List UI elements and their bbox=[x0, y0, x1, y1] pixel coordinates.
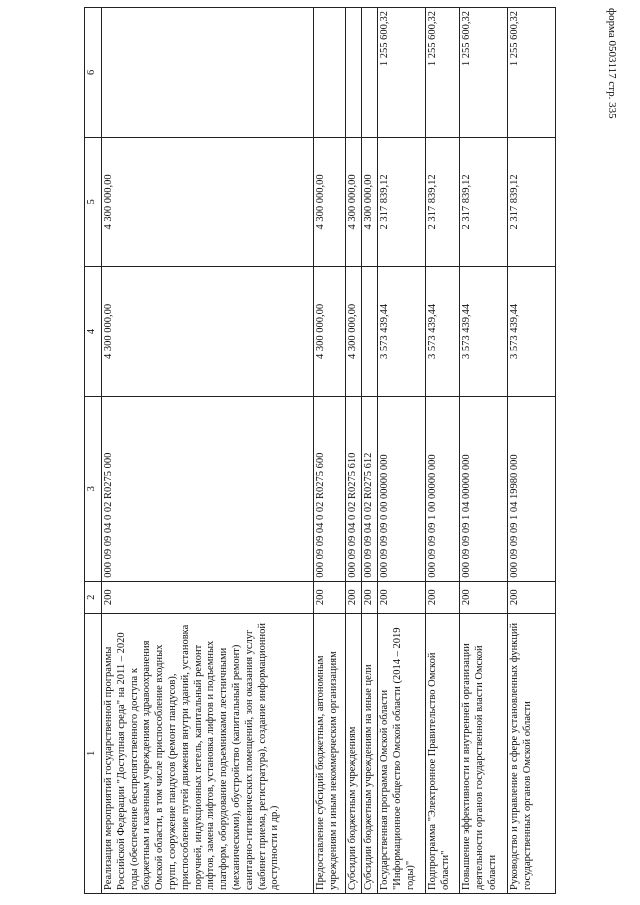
row-col5: 4 300 000,00 bbox=[362, 137, 378, 267]
row-line-code: 200 bbox=[346, 581, 362, 613]
table-row bbox=[102, 8, 314, 894]
table-row bbox=[346, 8, 362, 894]
row-col6 bbox=[362, 8, 378, 138]
column-header-4: 4 bbox=[85, 267, 102, 397]
row-name: Подпрограмма "Электронное Правительство Омской области" bbox=[426, 613, 460, 893]
budget-report-table bbox=[84, 7, 556, 894]
row-col4: 4 300 000,00 bbox=[102, 267, 314, 397]
column-header-3: 3 bbox=[85, 396, 102, 581]
row-budget-code: 000 09 09 09 1 04 00000 000 bbox=[460, 396, 508, 581]
row-budget-code: 000 09 09 04 0 02 R0275 610 bbox=[346, 396, 362, 581]
row-col6 bbox=[346, 8, 362, 138]
row-col4: 3 573 439,44 bbox=[426, 267, 460, 397]
row-name: Реализация мероприятий государственной программы Российской Федерации "Доступная среда" на 2011 – 2020 годы (обеспечение беспрепятственного доступа к бюджетным и казенным учреждениям здравоохранения Омской области, в том числе приспособление входных групп, сооружение пандусов (ремонт пандусов), приспособление путей движения внутри зданий, установка поручней, индукционных петель, капитальный ремонт лифтов, замена лифтов, установка лифтов и подъемных платформ, оборудование подъемниками лестничными (механическими), обустройство (капитальный ремонт) санитарно-гигиенических помещений, зон оказания услуг (кабинет приема, регистратура), создание информационной доступности и др.) bbox=[102, 613, 314, 893]
row-col4 bbox=[362, 267, 378, 397]
table-row bbox=[460, 8, 508, 894]
row-col5: 2 317 839,12 bbox=[508, 137, 556, 267]
row-budget-code: 000 09 09 04 0 02 R0275 600 bbox=[314, 396, 346, 581]
row-col6: 1 255 600,32 bbox=[426, 8, 460, 138]
row-line-code: 200 bbox=[426, 581, 460, 613]
row-col6: 1 255 600,32 bbox=[460, 8, 508, 138]
row-col4: 3 573 439,44 bbox=[508, 267, 556, 397]
column-header-5: 5 bbox=[85, 137, 102, 267]
row-col5: 2 317 839,12 bbox=[460, 137, 508, 267]
row-col5: 4 300 000,00 bbox=[314, 137, 346, 267]
column-header-2: 2 bbox=[85, 581, 102, 613]
row-line-code: 200 bbox=[362, 581, 378, 613]
row-col5: 4 300 000,00 bbox=[346, 137, 362, 267]
row-col4: 3 573 439,44 bbox=[378, 267, 426, 397]
row-name: Предоставление субсидий бюджетным, автономным учреждениям и иным некоммерческим организациям bbox=[314, 613, 346, 893]
row-budget-code: 000 09 09 04 0 02 R0275 612 bbox=[362, 396, 378, 581]
row-name: Государственная программа Омской области "Информационное общество Омской области (2014 – 2019 годы)" bbox=[378, 613, 426, 893]
row-col4: 3 573 439,44 bbox=[460, 267, 508, 397]
row-col4: 4 300 000,00 bbox=[346, 267, 362, 397]
form-label: форма 0503117 стр. 335 bbox=[606, 8, 618, 119]
row-col6 bbox=[102, 8, 314, 138]
row-col5: 2 317 839,12 bbox=[378, 137, 426, 267]
row-name: Повышение эффективности и внутренней организации деятельности органов государственной власти Омской области bbox=[460, 613, 508, 893]
table-row bbox=[314, 8, 346, 894]
row-col6: 1 255 600,32 bbox=[508, 8, 556, 138]
row-budget-code: 000 09 09 04 0 02 R0275 000 bbox=[102, 396, 314, 581]
row-name: Руководство и управление в сфере установленных функций государственных органов Омской области bbox=[508, 613, 556, 893]
row-budget-code: 000 09 09 09 0 00 00000 000 bbox=[378, 396, 426, 581]
table-row bbox=[362, 8, 378, 894]
table-row bbox=[426, 8, 460, 894]
row-col6: 1 255 600,32 bbox=[378, 8, 426, 138]
row-budget-code: 000 09 09 09 1 00 00000 000 bbox=[426, 396, 460, 581]
column-header-6: 6 bbox=[85, 8, 102, 138]
row-budget-code: 000 09 09 09 1 04 19980 000 bbox=[508, 396, 556, 581]
row-line-code: 200 bbox=[460, 581, 508, 613]
row-line-code: 200 bbox=[378, 581, 426, 613]
row-line-code: 200 bbox=[102, 581, 314, 613]
row-col4: 4 300 000,00 bbox=[314, 267, 346, 397]
table-row bbox=[508, 8, 556, 894]
row-name: Субсидии бюджетным учреждениям на иные цели bbox=[362, 613, 378, 893]
row-col5: 4 300 000,00 bbox=[102, 137, 314, 267]
column-number-row bbox=[85, 8, 102, 894]
rotated-table-wrapper bbox=[84, 7, 556, 894]
table-row bbox=[378, 8, 426, 894]
row-col6 bbox=[314, 8, 346, 138]
row-name: Субсидии бюджетным учреждениям bbox=[346, 613, 362, 893]
column-header-1: 1 bbox=[85, 613, 102, 893]
row-col5: 2 317 839,12 bbox=[426, 137, 460, 267]
row-line-code: 200 bbox=[314, 581, 346, 613]
row-line-code: 200 bbox=[508, 581, 556, 613]
